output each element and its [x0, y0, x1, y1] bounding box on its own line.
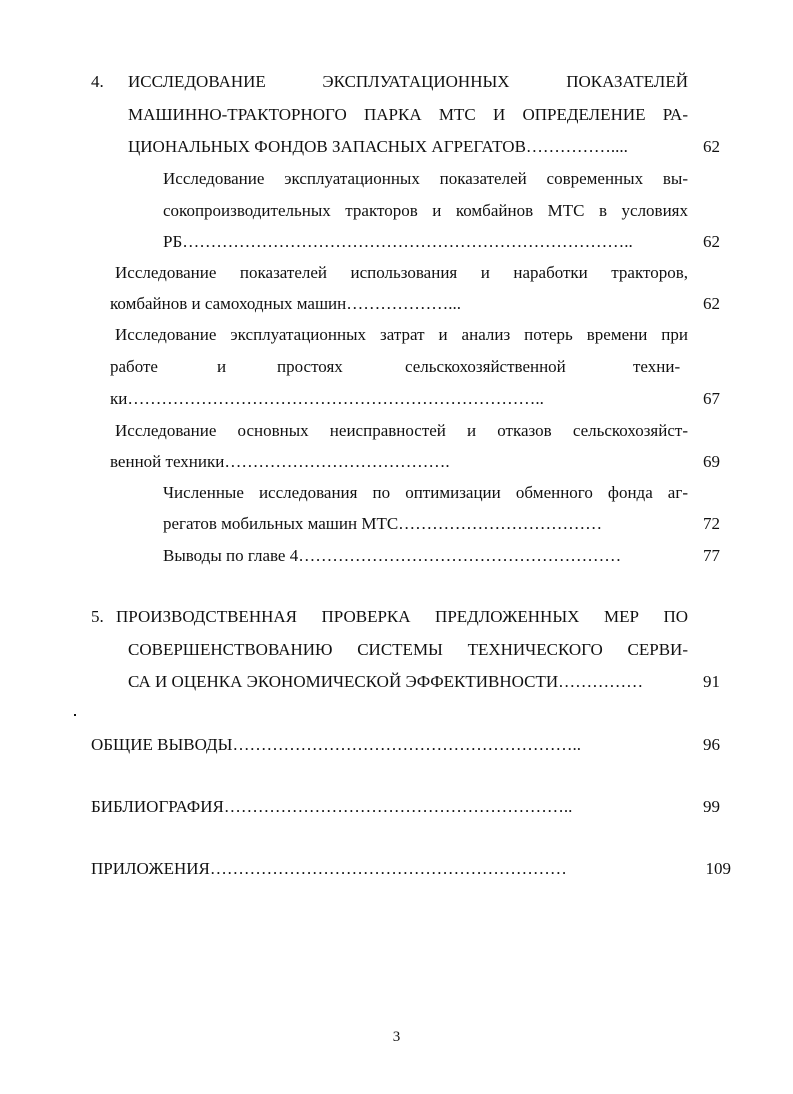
chapter-5-title-line-1: ПРОИЗВОДСТВЕННАЯ ПРОВЕРКА ПРЕДЛОЖЕННЫХ МЕР ПО: [116, 607, 688, 626]
page-number: 3: [392, 1029, 401, 1045]
section-4-3-line-1: Исследование эксплуатационных затрат и анализ потерь времени при: [115, 325, 688, 344]
section-4-4-page: 69: [703, 452, 720, 471]
chapter-4-page: 62: [703, 137, 720, 156]
chapter-5-number: 5.: [91, 607, 104, 626]
section-4-1-line-2: сокопроизводительных тракторов и комбайнов МТС в условиях: [163, 201, 688, 220]
section-4-2-line-1: Исследование показателей использования и наработки тракторов,: [115, 263, 688, 282]
conclusions-entry: ОБЩИЕ ВЫВОДЫ……………………………………………………..: [91, 735, 581, 754]
bibliography-page: 99: [703, 797, 720, 816]
chapter-4-title-line-1: ИССЛЕДОВАНИЕ ЭКСПЛУАТАЦИОННЫХ ПОКАЗАТЕЛЕЙ: [128, 72, 688, 91]
stray-dot: [74, 714, 76, 716]
section-4-3-word-2: и: [217, 357, 227, 376]
section-4-3-page: 67: [703, 389, 720, 408]
section-4-6-page: 77: [703, 546, 720, 565]
appendices-page: 109: [705, 859, 731, 878]
section-4-3-word-5: техни-: [633, 357, 681, 376]
appendices-entry: ПРИЛОЖЕНИЯ………………………………………………………: [91, 859, 567, 878]
bibliography-entry: БИБЛИОГРАФИЯ……………………………………………………..: [91, 797, 573, 816]
section-4-2-line-2: комбайнов и самоходных машин………………...: [110, 294, 461, 313]
section-4-5-line-1: Численные исследования по оптимизации обменного фонда аг-: [163, 483, 688, 502]
section-4-4-line-1: Исследование основных неисправностей и отказов сельскохозяйст-: [115, 421, 688, 440]
section-4-1-line-3: РБ……………………………………………………………………..: [163, 232, 633, 251]
section-4-3-word-4: сельскохозяйственной: [405, 357, 566, 376]
chapter-4-title-line-3: ЦИОНАЛЬНЫХ ФОНДОВ ЗАПАСНЫХ АГРЕГАТОВ……………....: [128, 137, 628, 156]
section-4-3-word-3: простоях: [277, 357, 343, 376]
section-4-4-line-2: венной техники………………………………….: [110, 452, 450, 471]
chapter-5-title-line-2: СОВЕРШЕНСТВОВАНИЮ СИСТЕМЫ ТЕХНИЧЕСКОГО СЕРВИ-: [128, 640, 688, 659]
chapter-5-page: 91: [703, 672, 720, 691]
section-4-3-line-3: ки………………………………………………………………..: [110, 389, 544, 408]
section-4-3-word-1: работе: [110, 357, 158, 376]
section-4-1-page: 62: [703, 232, 720, 251]
chapter-4-number: 4.: [91, 72, 104, 91]
conclusions-page: 96: [703, 735, 720, 754]
section-4-5-line-2: регатов мобильных машин МТС………………………………: [163, 514, 603, 533]
section-4-1-line-1: Исследование эксплуатационных показателей современных вы-: [163, 169, 688, 188]
chapter-5-title-line-3: СА И ОЦЕНКА ЭКОНОМИЧЕСКОЙ ЭФФЕКТИВНОСТИ……………: [128, 672, 644, 691]
chapter-4-title-line-2: МАШИННО-ТРАКТОРНОГО ПАРКА МТС И ОПРЕДЕЛЕНИЕ РА-: [128, 105, 688, 124]
section-4-6-line-1: Выводы по главе 4…………………………………………………: [163, 546, 622, 565]
section-4-5-page: 72: [703, 514, 720, 533]
section-4-2-page: 62: [703, 294, 720, 313]
